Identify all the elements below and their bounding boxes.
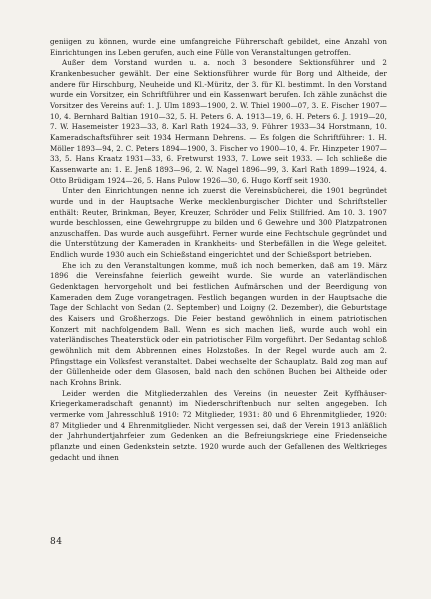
paragraph-institutions: Unter den Einrichtungen nenne ich zuerst die Vereinsbücherei, die 1901 begründet wurde und in der Hauptsache Werke mecklenburgischer Dichter und Schriftsteller enthält: Reuter, Brinkman, Beyer, Kreuzer, Schröder und Felix Stillfried. Am 10. 3. 1907 wurde beschlossen, eine Gewehrgruppe zu bilden und 6 Gewehre und 300 Platzpatronen anzuschaffen. Das wurde auch ausgeführt. Ferner wurde eine Fechtschule gegründet und die Unterstützung der Kameraden in Krankheits- und Sterbefällen in die Wege geleitet. Endlich wurde 1930 auch ein Schießstand eingerichtet und der Schießsport betrieben.	[50, 186, 387, 260]
paragraph-events: Ehe ich zu den Veranstaltungen komme, muß ich noch bemerken, daß am 19. März 1896 die Vereinsfahne feierlich geweiht wurde. Sie wurde an vaterländischen Gedenktagen hervorgeholt und bei festlichen Aufmärschen und der Beerdigung von Kameraden dem Zuge vorangetragen. Festlich begangen wurden in der Hauptsache die Tage der Schlacht von Sedan (2. September) und Loigny (2. Dezember), die Geburtstage des Kaisers und Großherzogs. Die Feier bestand gewöhnlich in einem patriotischen Konzert mit nachfolgendem Ball. Wenn es sich machen ließ, wurde auch wohl ein vaterländisches Theaterstück oder ein patriotischer Film vorgeführt. Der Sedantag schloß gewöhnlich mit dem Abbrennen eines Holzstoßes. In der Regel wurde auch am 2. Pfingsttage ein Volksfest veranstaltet. Dabei wechselte der Schauplatz. Bald zog man auf der Güllenheide oder dem Glasosen, bald nach den schönen Buchen bei Altheide oder nach Krohns Brink.	[50, 260, 387, 387]
page-number: 84	[50, 537, 63, 547]
paragraph-membership: Leider werden die Mitgliederzahlen des Vereins (in neuester Zeit Kyffhäuser-Kriegerkameradschaft genannt) im Niederschriftenbuch nur selten angegeben. Ich vermerke vom Jahresschluß 1910: 72 Mitglieder, 1931: 80 und 6 Ehrenmitglieder, 1920: 87 Mitglieder und 4 Ehrenmitglieder. Nicht vergessen sei, daß der Verein 1913 anläßlich der Jahrhundertjahrfeier zum Gedenken an die Befreiungskriege eine Friedenseiche pflanzte und einen Gedenkstein setzte. 1920 wurde auch der Gefallenen des Weltkrieges gedacht und ihnen	[50, 388, 387, 462]
paragraph-continuation: geniigen zu können, wurde eine umfangreiche Führerschaft gebildet, eine Anzahl von Einrichtungen ins Leben gerufen, auch eine Fülle von Veranstaltungen getroffen.	[50, 37, 387, 57]
paragraph-leadership: Außer dem Vorstand wurden u. a. noch 3 besondere Sektionsführer und 2 Krankenbesucher gewählt. Der eine Sektionsführer wurde für Borg und Altheide, der andere für Hirschburg, Neuheide und Kl.-Müritz, der 3. für Kl. bestimmt. In den Vorstand wurde ein Vorsitzer, ein Schriftführer und ein Kassenwart berufen. Ich zähle zunächst die Vorsitzer des Vereins auf: 1. J. Ulm 1893—1900, 2. W. Thiel 1900—07, 3. E. Fischer 1907—10, 4. Bernhard Baltian 1910—32, 5. H. Peters 6. A. 1913—19, 6. H. Peters 6. J. 1919—20, 7. W. Hasemeister 1923—33, 8. Karl Rath 1924—33, 9. Führer 1933—34 Horstmann, 10. Kameradschaftsführer seit 1934 Hermann Dehrens. — Es folgen die Schriftführer: 1. H. Möller 1893—94, 2. C. Peters 1894—1900, 3. Fischer vo 1900—10, 4. Fr. Hinzpeter 1907—33, 5. Hans Kraatz 1931—33, 6. Fretwurst 1933, 7. Lowe seit 1933. — Ich schließe die Kassenwarte an: 1. E. Jenß 1893—96, 2. W. Nagel 1896—99, 3. Karl Rath 1899—1924, 4. Otto Brüdigam 1924—26, 5. Hans Pulow 1926—30, 6. Hugo Korff seit 1930.	[50, 58, 387, 185]
